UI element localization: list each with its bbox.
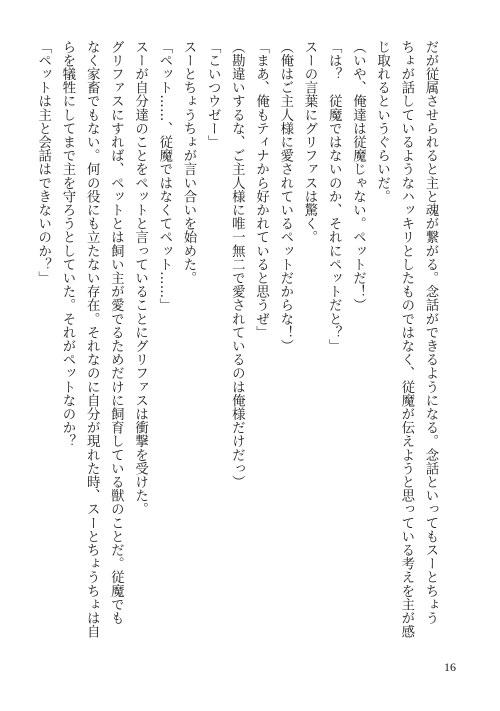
text-line: （勘違いするな、ご主人様に唯一無二で愛されているのは俺様だけだっ） [229,40,245,489]
text-line: グリファスにすれば、ペットとは飼い主が愛でるためだけに飼育している獣のことだ。従魔でも [108,40,124,625]
text-line: 「は？ 従魔ではないのか、それにペットだと？」 [326,40,342,353]
text-line: ちょが話しているようなハッキリとしたものではなく、従魔が伝えようと思っている考えを主が感 [398,40,414,639]
text-line: スーの言葉にグリファスは驚く。 [301,40,317,244]
text-line: らを犠牲にしてまで主を守ろうとしていた。それがペットなのか？ [59,40,75,448]
text-line: （いや、俺達は従魔じゃない。ペットだ！） [350,40,366,312]
text-line: （俺はご主人様に愛されているペットだからな！） [277,40,293,353]
text-line: じ取れるというぐらいだ。 [374,40,390,204]
text-line: 「ペットは主と会話はできないのか？」 [35,40,51,285]
text-line: スーとちょうちょが言い合いを始めた。 [180,40,196,285]
text-line: 「まあ、俺もティナから好かれていると思うぜ」 [253,40,269,340]
text-line: だが従属させられると主と魂が繋がる。念話ができるようになる。念話といってもスーとちょう [423,40,438,625]
text-line: スーが自分達のことをペットと言っていることにグリファスは衝撃を受けた。 [132,40,148,516]
body-text [31,40,442,639]
text-line: なく家畜でもない。何の役にも立たない存在。それなのに自分が現れた時、スーとちょうちょは自 [84,40,100,639]
page-number: 16 [444,660,456,674]
text-line: 「こいつウゼー」 [205,40,221,149]
text-line: 「ペット……、従魔ではなくてペット……」 [156,40,172,312]
